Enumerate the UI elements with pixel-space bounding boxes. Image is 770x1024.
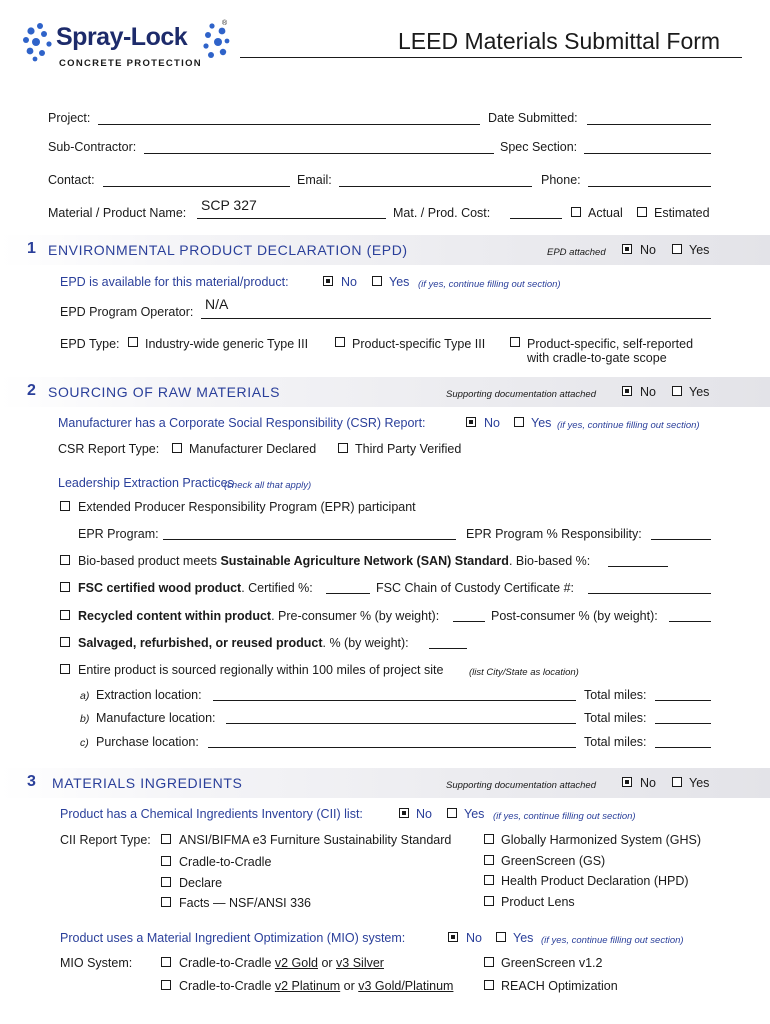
mio-c2c-v2gold-label [179, 956, 384, 971]
extraction-marker: a) [80, 690, 90, 702]
epd-type-self-reported-checkbox[interactable] [510, 337, 520, 347]
biobased-checkbox[interactable] [60, 555, 70, 565]
epd-available-no-label: No [341, 275, 357, 289]
epd-type-industry-label: Industry-wide generic Type III [145, 337, 309, 351]
extraction-label: Extraction location: [96, 688, 202, 702]
mio-reach-checkbox[interactable] [484, 980, 494, 990]
sub-contractor-label: Sub-Contractor: [48, 140, 137, 154]
post-consumer-label: Post-consumer % (by weight): [491, 609, 658, 623]
epd-type-product-label: Product-specific Type III [352, 337, 486, 351]
regional-label: Entire product is sourced regionally within 100 miles of project site [78, 663, 444, 677]
cii-no-checkbox[interactable] [399, 808, 409, 818]
csr-note: (if yes, continue filling out section) [557, 420, 700, 431]
manufacture-miles-field[interactable] [655, 723, 711, 724]
logo-registered-mark: ® [222, 20, 228, 27]
fsc-coc-field[interactable] [588, 593, 711, 594]
leadership-label: Leadership Extraction Practices [58, 476, 234, 490]
epd-operator-label: EPD Program Operator: [60, 305, 194, 319]
epd-attached-label: EPD attached [547, 247, 606, 258]
sourcing-doc-no-checkbox[interactable] [622, 386, 632, 396]
fsc-checkbox[interactable] [60, 582, 70, 592]
epd-available-label: EPD is available for this material/product: [60, 275, 289, 289]
pre-consumer-field[interactable] [453, 621, 485, 622]
mio-greenscreen-label: GreenScreen v1.2 [501, 956, 603, 970]
manufacture-marker: b) [80, 713, 90, 725]
regional-note: (list City/State as location) [469, 667, 579, 678]
csr-third-party-label: Third Party Verified [355, 442, 462, 456]
csr-manufacturer-label: Manufacturer Declared [189, 442, 317, 456]
epd-available-yes-checkbox[interactable] [372, 276, 382, 286]
cii-lens-label: Product Lens [501, 895, 575, 909]
company-logo [22, 18, 232, 74]
spec-section-label: Spec Section: [500, 140, 578, 154]
spec-section-field[interactable] [584, 153, 711, 154]
epd-attached-no-checkbox[interactable] [622, 244, 632, 254]
fsc-label-b: . Certified %: [241, 581, 313, 595]
mio-greenscreen-checkbox[interactable] [484, 957, 494, 967]
cost-field[interactable] [510, 218, 562, 219]
logo-dots-right-icon [200, 22, 230, 62]
project-field[interactable] [98, 124, 480, 125]
salvaged-label-a: Salvaged, refurbished, or reused product [78, 636, 323, 650]
cii-ansi-checkbox[interactable] [161, 834, 171, 844]
fsc-label-a: FSC certified wood product [78, 581, 242, 595]
csr-no-checkbox[interactable] [466, 417, 476, 427]
cii-gs-label: GreenScreen (GS) [501, 854, 606, 868]
mio-c2c-text-2: Cradle-to-Cradle [179, 979, 275, 993]
cii-note: (if yes, continue filling out section) [493, 811, 636, 822]
fsc-coc-label: FSC Chain of Custody Certificate #: [376, 581, 574, 595]
epd-type-industry-checkbox[interactable] [128, 337, 138, 347]
cii-ghs-checkbox[interactable] [484, 834, 494, 844]
ingredients-doc-no-checkbox[interactable] [622, 777, 632, 787]
mio-yes-checkbox[interactable] [496, 932, 506, 942]
csr-no-label: No [484, 416, 500, 430]
epd-type-label: EPD Type: [60, 337, 120, 351]
epd-available-note: (if yes, continue filling out section) [418, 279, 561, 290]
epd-operator-field[interactable] [201, 318, 711, 319]
sourcing-doc-yes-checkbox[interactable] [672, 386, 682, 396]
cii-c2c-label: Cradle-to-Cradle [179, 855, 272, 869]
estimated-checkbox[interactable] [637, 207, 647, 217]
salvaged-label [78, 636, 409, 651]
fsc-pct-field[interactable] [326, 593, 370, 594]
logo-dots-left-icon [22, 22, 56, 62]
sourcing-section-title: SOURCING OF RAW MATERIALS [48, 384, 281, 400]
sub-contractor-field[interactable] [144, 153, 494, 154]
epr-program-field[interactable] [163, 539, 456, 540]
csr-yes-label: Yes [531, 416, 552, 430]
logo-tagline: CONCRETE PROTECTION [59, 58, 202, 69]
mio-c2c-v2gold-checkbox[interactable] [161, 957, 171, 967]
biobased-pct-field[interactable] [608, 566, 668, 567]
epd-type-product-checkbox[interactable] [335, 337, 345, 347]
actual-label: Actual [588, 206, 623, 220]
salvaged-pct-field[interactable] [429, 648, 467, 649]
fsc-label [78, 581, 313, 596]
mio-c2c-v2plat-checkbox[interactable] [161, 980, 171, 990]
cii-ansi-label: ANSI/BIFMA e3 Furniture Sustainability Standard [179, 833, 452, 847]
salvaged-checkbox[interactable] [60, 637, 70, 647]
epr-pct-field[interactable] [651, 539, 711, 540]
manufacture-miles-label: Total miles: [584, 711, 647, 725]
epd-available-yes-label: Yes [389, 275, 410, 289]
cii-hpd-checkbox[interactable] [484, 875, 494, 885]
cii-hpd-label: Health Product Declaration (HPD) [501, 874, 689, 888]
phone-label: Phone: [541, 173, 581, 187]
cii-c2c-checkbox[interactable] [161, 856, 171, 866]
purchase-miles-label: Total miles: [584, 735, 647, 749]
cii-declare-checkbox[interactable] [161, 877, 171, 887]
extraction-field[interactable] [213, 700, 576, 701]
mio-c2c-v2plat-label [179, 979, 453, 994]
recycled-label-b: . Pre-consumer % (by weight): [271, 609, 440, 623]
epr-pct-label: EPR Program % Responsibility: [466, 527, 642, 541]
cii-yes-label: Yes [464, 807, 485, 821]
epd-attached-yes-label: Yes [689, 243, 710, 257]
cii-label: Product has a Chemical Ingredients Inventory (CII) list: [60, 807, 363, 821]
cii-no-label: No [416, 807, 432, 821]
sourcing-doc-no-label: No [640, 385, 656, 399]
material-name-label: Material / Product Name: [48, 206, 187, 220]
date-submitted-field[interactable] [587, 124, 711, 125]
mio-v2plat-link[interactable]: v2 Platinum [274, 979, 341, 993]
project-label: Project: [48, 111, 91, 125]
cii-type-label: CII Report Type: [60, 833, 151, 847]
purchase-marker: c) [80, 737, 89, 749]
epd-attached-yes-checkbox[interactable] [672, 244, 682, 254]
biobased-label-b: Sustainable Agriculture Network (SAN) Standard [220, 554, 509, 568]
csr-manufacturer-checkbox[interactable] [172, 443, 182, 453]
extraction-miles-label: Total miles: [584, 688, 647, 702]
epr-program-label: EPR Program: [78, 527, 159, 541]
cii-gs-checkbox[interactable] [484, 855, 494, 865]
mio-v2gold-link[interactable]: v2 Gold [274, 956, 318, 970]
cii-facts-label: Facts — NSF/ANSI 336 [179, 896, 311, 910]
epd-attached-no-label: No [640, 243, 656, 257]
purchase-label: Purchase location: [96, 735, 199, 749]
csr-label: Manufacturer has a Corporate Social Responsibility (CSR) Report: [58, 416, 426, 430]
email-label: Email: [297, 173, 332, 187]
material-name-field[interactable] [197, 218, 386, 219]
epd-available-no-checkbox[interactable] [323, 276, 333, 286]
logo-wordmark: Spray-Lock [56, 23, 188, 51]
cost-label: Mat. / Prod. Cost: [393, 206, 491, 220]
ingredients-section-title: MATERIALS INGREDIENTS [52, 775, 243, 791]
mio-system-label: MIO System: [60, 956, 133, 970]
ingredients-section-number: 3 [27, 773, 36, 790]
regional-checkbox[interactable] [60, 664, 70, 674]
mio-reach-label: REACH Optimization [501, 979, 618, 993]
mio-or-text: or [317, 956, 337, 970]
cii-lens-checkbox[interactable] [484, 896, 494, 906]
mio-label: Product uses a Material Ingredient Optimization (MIO) system: [60, 931, 406, 945]
epd-type-self-reported-label: Product-specific, self-reported [527, 337, 694, 351]
recycled-label [78, 609, 439, 624]
epd-section-number: 1 [27, 240, 36, 257]
extraction-miles-field[interactable] [655, 700, 711, 701]
cii-ghs-label: Globally Harmonized System (GHS) [501, 833, 702, 847]
ingredients-doc-yes-checkbox[interactable] [672, 777, 682, 787]
epr-checkbox[interactable] [60, 501, 70, 511]
mio-no-checkbox[interactable] [448, 932, 458, 942]
biobased-label [78, 554, 590, 569]
post-consumer-field[interactable] [669, 621, 711, 622]
mio-v3silver-link[interactable]: v3 Silver [336, 956, 384, 970]
epr-label: Extended Producer Responsibility Program (EPR) participant [78, 500, 416, 514]
mio-or-text-2: or [340, 979, 359, 993]
contact-label: Contact: [48, 173, 95, 187]
recycled-checkbox[interactable] [60, 610, 70, 620]
material-name-value[interactable]: SCP 327 [201, 197, 257, 213]
purchase-miles-field[interactable] [655, 747, 711, 748]
csr-yes-checkbox[interactable] [514, 417, 524, 427]
epd-operator-value[interactable]: N/A [205, 296, 229, 312]
actual-checkbox[interactable] [571, 207, 581, 217]
ingredients-doc-no-label: No [640, 776, 656, 790]
csr-type-label: CSR Report Type: [58, 442, 160, 456]
title-rule [240, 57, 742, 58]
sourcing-doc-yes-label: Yes [689, 385, 710, 399]
recycled-label-a: Recycled content within product [78, 609, 272, 623]
ingredients-doc-label: Supporting documentation attached [446, 780, 596, 791]
ingredients-doc-yes-label: Yes [689, 776, 710, 790]
biobased-label-c: . Bio-based %: [508, 554, 591, 568]
form-title: LEED Materials Submittal Form [398, 28, 721, 54]
mio-c2c-text: Cradle-to-Cradle [179, 956, 275, 970]
mio-no-label: No [466, 931, 482, 945]
cii-facts-checkbox[interactable] [161, 897, 171, 907]
epd-type-self-reported-label-2: with cradle-to-gate scope [527, 351, 667, 365]
manufacture-label: Manufacture location: [96, 711, 216, 725]
date-submitted-label: Date Submitted: [488, 111, 578, 125]
salvaged-label-b: . % (by weight): [322, 636, 409, 650]
email-field[interactable] [339, 186, 532, 187]
estimated-label: Estimated [654, 206, 710, 220]
mio-note: (if yes, continue filling out section) [541, 935, 684, 946]
sourcing-doc-label: Supporting documentation attached [446, 389, 596, 400]
phone-field[interactable] [588, 186, 711, 187]
mio-yes-label: Yes [513, 931, 534, 945]
mio-v3goldplat-link[interactable]: v3 Gold/Platinum [358, 979, 454, 993]
cii-declare-label: Declare [179, 876, 223, 890]
biobased-label-a: Bio-based product meets [78, 554, 221, 568]
epd-section-title: ENVIRONMENTAL PRODUCT DECLARATION (EPD) [48, 242, 408, 258]
csr-third-party-checkbox[interactable] [338, 443, 348, 453]
leadership-note: (check all that apply) [224, 480, 312, 491]
manufacture-field[interactable] [226, 723, 576, 724]
sourcing-section-number: 2 [27, 382, 36, 399]
cii-yes-checkbox[interactable] [447, 808, 457, 818]
purchase-field[interactable] [208, 747, 576, 748]
contact-field[interactable] [103, 186, 290, 187]
